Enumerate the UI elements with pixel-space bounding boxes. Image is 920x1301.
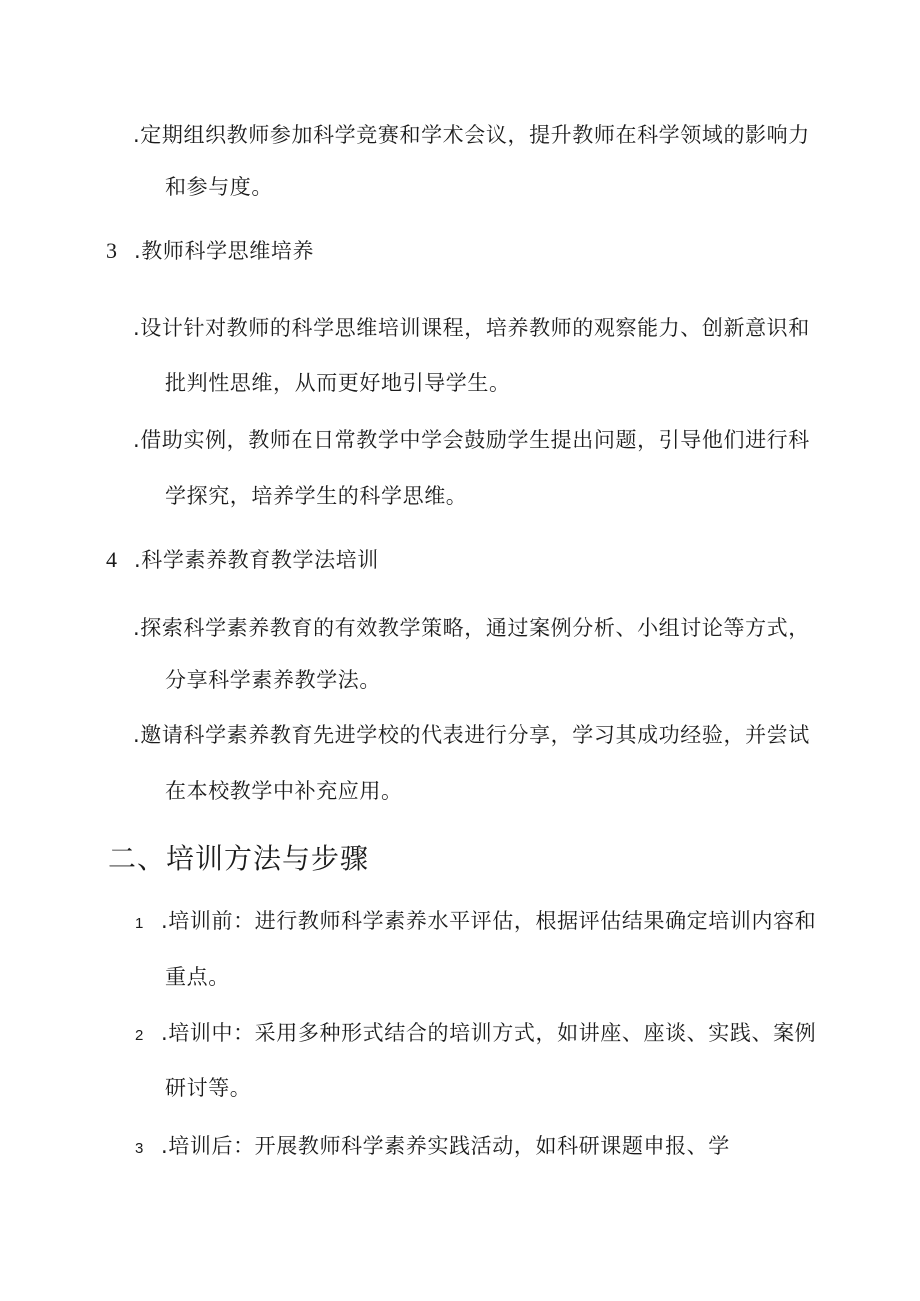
bullet-text-line: 学探究，培养学生的科学思维。 bbox=[165, 484, 468, 508]
bullet-text-line: .借助实例，教师在日常教学中学会鼓励学生提出问题，引导他们进行科 bbox=[133, 428, 810, 452]
bullet-text-line: 分享科学素养教学法。 bbox=[165, 668, 381, 692]
item-number: 3 bbox=[135, 1140, 144, 1157]
bullet-text-line: .探索科学素养教育的有效教学策略，通过案例分析、小组讨论等方式， bbox=[133, 616, 810, 640]
bullet-text-line: .定期组织教师参加科学竞赛和学术会议，提升教师在科学领域的影响力 bbox=[133, 123, 810, 147]
bullet-text-line: 和参与度。 bbox=[165, 175, 273, 199]
item-number: 1 bbox=[135, 915, 144, 932]
numbered-item-line bbox=[135, 906, 816, 939]
item-text: .培训前：进行教师科学素养水平评估，根据评估结果确定培训内容和 bbox=[161, 909, 817, 933]
subheading-number: 3 bbox=[106, 238, 118, 263]
subheading-title: .教师科学思维培养 bbox=[134, 239, 315, 263]
numbered-item-line: 重点。 bbox=[165, 965, 230, 989]
item-text: .培训后：开展教师科学素养实践活动，如科研课题申报、学 bbox=[161, 1134, 730, 1158]
bullet-text-line: 批判性思维，从而更好地引导学生。 bbox=[165, 371, 511, 395]
subheading bbox=[106, 236, 314, 266]
item-text: .培训中：采用多种形式结合的培训方式，如讲座、座谈、实践、案例 bbox=[161, 1021, 817, 1045]
subheading-title: .科学素养教育教学法培训 bbox=[134, 548, 379, 572]
numbered-item-line bbox=[135, 1131, 730, 1164]
bullet-text-line: .设计针对教师的科学思维培训课程，培养教师的观察能力、创新意识和 bbox=[133, 316, 810, 340]
numbered-item-line: 研讨等。 bbox=[165, 1076, 252, 1100]
bullet-text-line: 在本校教学中补充应用。 bbox=[165, 779, 403, 803]
section-heading: 二、培训方法与步骤 bbox=[108, 842, 370, 875]
subheading-number: 4 bbox=[106, 547, 118, 572]
item-number: 2 bbox=[135, 1027, 144, 1044]
subheading bbox=[106, 545, 379, 575]
bullet-text-line: .邀请科学素养教育先进学校的代表进行分享，学习其成功经验，并尝试 bbox=[133, 723, 810, 747]
numbered-item-line bbox=[135, 1018, 816, 1051]
